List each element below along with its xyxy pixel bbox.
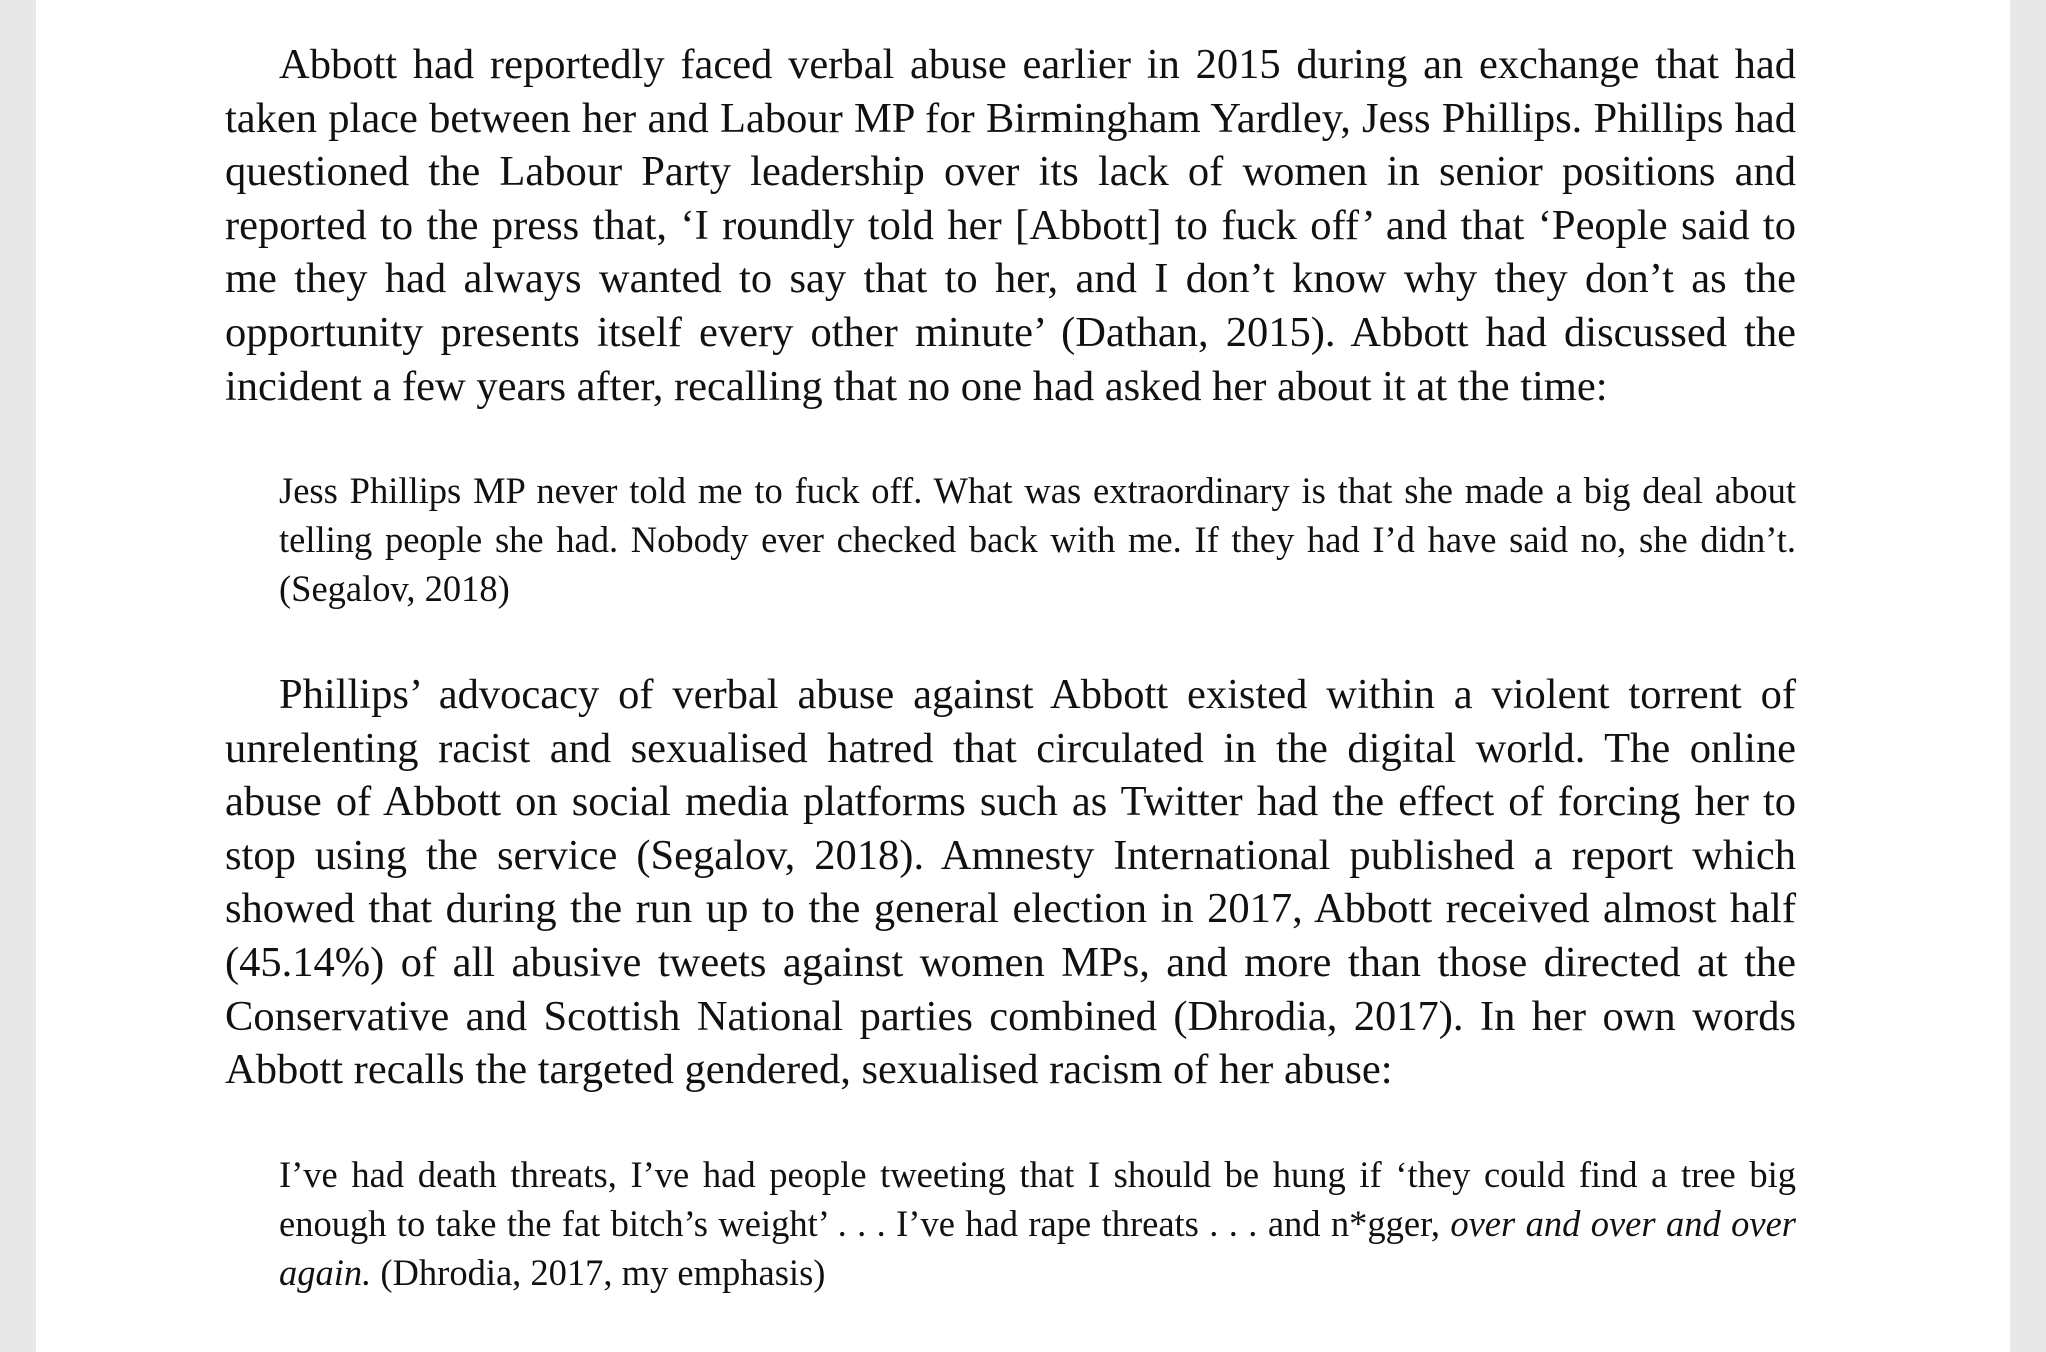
quote-2-emphasis: over and over and over again. [279,1203,1796,1293]
document-page [36,0,2010,1352]
body-paragraph-2: Phillips’ advocacy of verbal abuse against Abbott existed within a violent torrent of unrelenting racist and sexualised hatred that circulated in the digital world. The online abuse of Abbott on social media platforms such as Twitter had the effect of forcing her to stop using the service (Segalov, 2018). Amnesty International published a report which showed that during the run up to the general election in 2017, Abbott received almost half (45.14%) of all abusive tweets against women MPs, and more than those directed at the Conservative and Scottish National parties combined (Dhrodia, 2017). In her own words Abbott recalls the targeted gendered, sexualised racism of her abuse: [225,671,1796,1094]
block-quote-2 [279,1150,1796,1297]
block-quote-1: Jess Phillips MP never told me to fuck off. What was extraordinary is that she made a big deal about telling people she had. Nobody ever checked back with me. If they had I’d have said no, she didn’t. (Segalov, 2018) [279,470,1796,609]
body-paragraph-1: Abbott had reportedly faced verbal abuse earlier in 2015 during an exchange that had taken place between her and Labour MP for Birmingham Yardley, Jess Phillips. Phillips had questioned the Labour Party leadership over its lack of women in senior positions and reported to the press that, ‘I roundly told her [Abbott] to fuck off’ and that ‘People said to me they had always wanted to say that to her, and I don’t know why they don’t as the opportunity presents itself every other minute’ (Dathan, 2015). Abbott had discussed the incident a few years after, recalling that no one had asked her about it at the time: [225,41,1796,410]
quote-2-text: I’ve had death threats, I’ve had people tweeting that I should be hung if ‘they could find a tree big enough to take the fat bitch’s weight’ . . . I’ve had rape threats . . . and n*gger, [279,1154,1796,1244]
quote-2-citation: (Dhrodia, 2017, my emphasis) [371,1252,826,1293]
